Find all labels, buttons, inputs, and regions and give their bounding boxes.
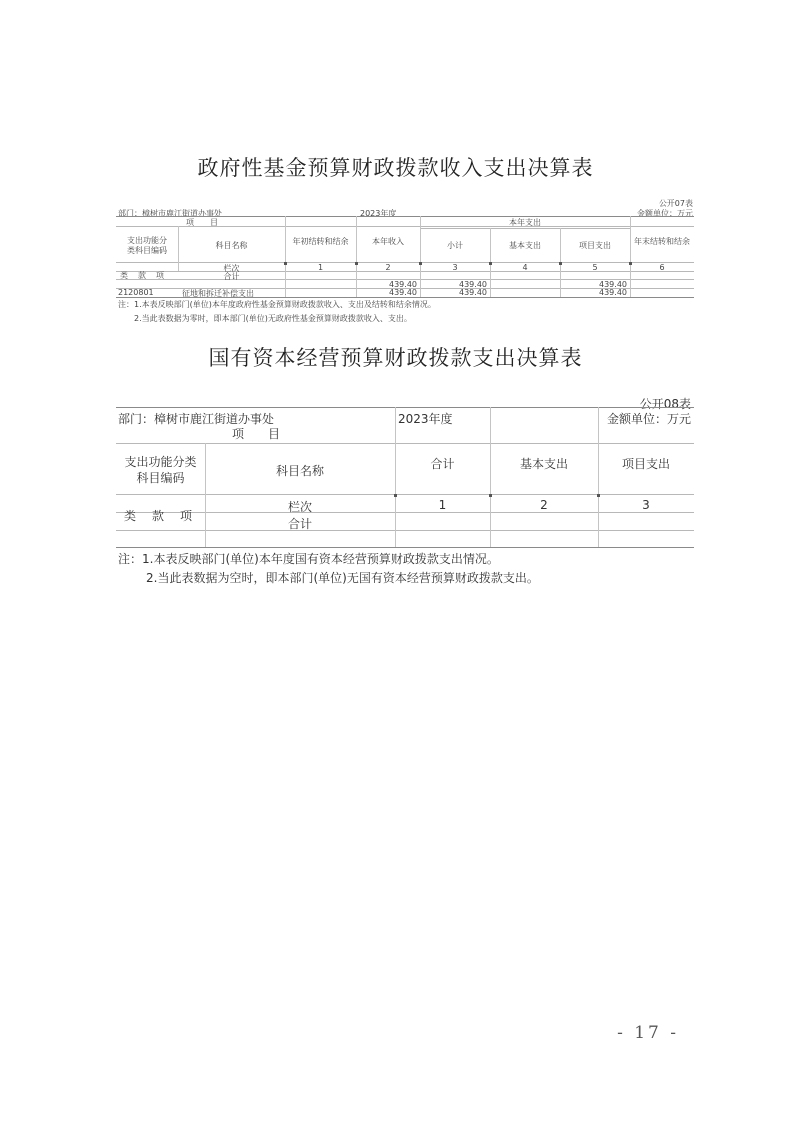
table2-header-code-line1: 支出功能分类: [124, 455, 197, 469]
table2-col-num: 1: [438, 498, 447, 512]
table2-unit: 金额单位：万元: [606, 412, 691, 426]
table2-row-lanci: 栏次: [287, 500, 312, 514]
table1-row-kuan: 款: [138, 271, 146, 280]
page-number: - 17 -: [617, 1023, 679, 1043]
table1-row1-income: 439.40: [389, 288, 417, 297]
table2-header-total: 合计: [430, 457, 455, 471]
table1-header-code-line2: 类科目编码: [127, 246, 167, 255]
table1-row1-name: 征地和拆迁补偿支出: [182, 289, 254, 298]
table1-header-expense-group: 本年支出: [509, 218, 541, 227]
table1-header-income: 本年收入: [372, 237, 404, 246]
table1-header-carry-out: 年末结转和结余: [634, 237, 690, 246]
table2-note1: 注：1.本表反映部门(单位)本年度国有资本经营预算财政拨款支出情况。: [118, 552, 499, 566]
table2-col-num: 2: [540, 498, 548, 512]
table1-row-xiang: 项: [156, 271, 164, 280]
table1-form-no: 公开07表: [658, 199, 693, 208]
table2-year: 2023年度: [398, 412, 453, 426]
table2-row-lei: 类: [124, 509, 137, 523]
table1-header-subtotal: 小计: [447, 241, 463, 250]
table1-year: 2023年度: [360, 209, 397, 218]
table1-header-project: 项目支出: [579, 241, 611, 250]
table2-row-xiang: 项: [180, 509, 193, 523]
table1-department: 部门：樟树市鹿江街道办事处: [118, 209, 222, 218]
table1-header-basic: 基本支出: [509, 241, 541, 250]
table2-header-project: 项目支出: [621, 457, 670, 471]
table2-note2: 2.当此表数据为空时，即本部门(单位)无国有资本经营预算财政拨款支出。: [146, 571, 539, 585]
table2-form-no: 公开08表: [639, 397, 691, 411]
table1-total-subtotal: 439.40: [459, 280, 487, 289]
table1-header-name: 科目名称: [215, 241, 248, 250]
table2-header-item: 项 目: [232, 427, 281, 441]
table1-row1-subtotal: 439.40: [459, 288, 487, 297]
table2-row-kuan: 款: [152, 509, 165, 523]
table2-header-basic: 基本支出: [519, 457, 568, 471]
table2-header-name: 科目名称: [275, 464, 324, 478]
table1-total-income: 439.40: [389, 280, 417, 289]
table2-col-num: 3: [642, 498, 650, 512]
table1-header-code: [116, 236, 178, 256]
table1-note2: 2.当此表数据为零时，即本部门(单位)无政府性基金预算财政拨款收入、支出。: [134, 314, 412, 323]
table1-col-num: 2: [385, 263, 391, 272]
table2-title: 国有资本经营预算财政拨款支出决算表: [208, 346, 583, 370]
table1-total-project: 439.40: [599, 280, 627, 289]
table1-unit: 金额单位：万元: [637, 209, 693, 218]
table1-row1-code: 2120801: [118, 288, 154, 297]
table1-header-code-line1: 支出功能分: [127, 236, 167, 245]
table1-row1-project: 439.40: [599, 288, 627, 297]
table1-total-label: 合计: [223, 272, 240, 281]
table1-col-num: 3: [452, 263, 458, 272]
table1-row-lei: 类: [120, 271, 128, 280]
table1-note1: 注：1.本表反映部门(单位)本年度政府性基金预算财政拨款收入、支出及结转和结余情况。: [118, 300, 436, 309]
table1-header-carry-in: 年初结转和结余: [292, 237, 349, 246]
table1-header-item: 项 目: [186, 218, 218, 227]
table2-header-code: [116, 454, 205, 486]
table2-total-label: 合计: [287, 517, 312, 531]
table1-col-num: 5: [592, 263, 598, 272]
table1-col-num: 6: [659, 263, 665, 272]
table2-header-code-line2: 科目编码: [136, 471, 185, 485]
table1-row-lanci: 栏次: [223, 264, 240, 273]
table1-col-num: 1: [317, 263, 324, 272]
table2-department: 部门：樟树市鹿江街道办事处: [118, 412, 275, 426]
table1-col-num: 4: [522, 263, 528, 272]
table1-title: 政府性基金预算财政拨款收入支出决算表: [197, 156, 594, 180]
